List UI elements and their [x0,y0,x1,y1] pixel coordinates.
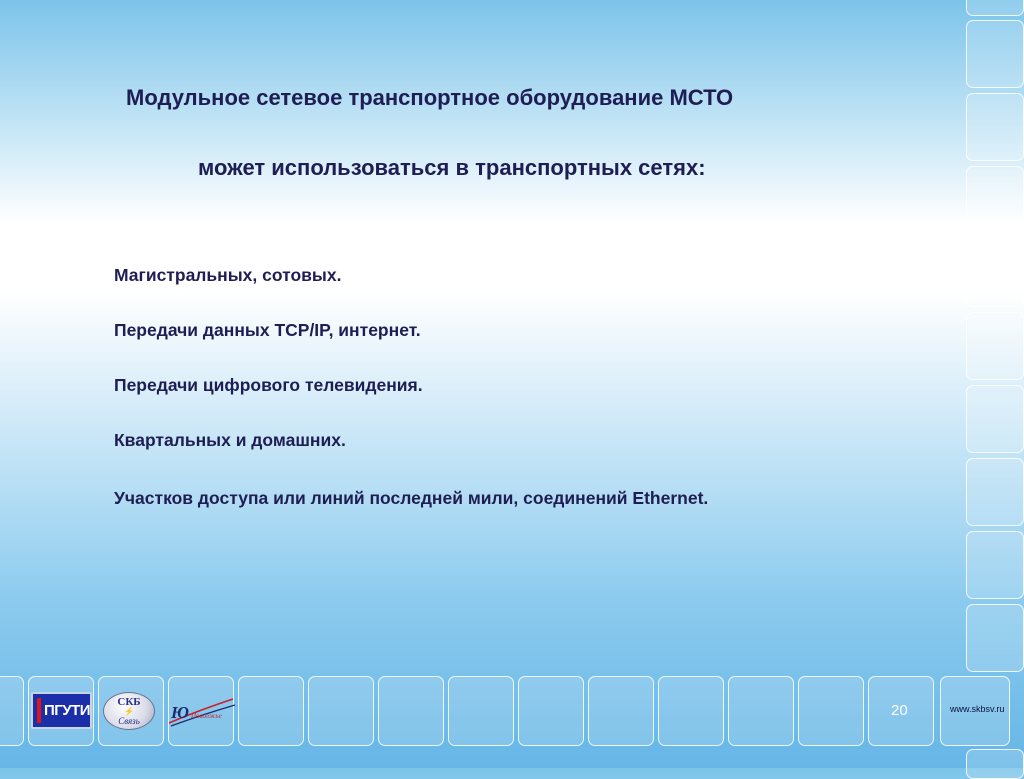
list-item: Передачи данных TCP/IP, интернет. [114,320,421,340]
skb-svyaz-logo [103,692,155,730]
skb-logo-top: СКБ [117,696,141,708]
right-tile-column [940,0,1024,768]
website-link[interactable]: www.skbsv.ru [950,704,1005,714]
yu-povolzhie-logo [167,693,237,731]
list-item: Квартальных и домашних. [114,430,346,450]
list-item: Участков доступа или линий последней мили, соединений Ethernet. [114,488,709,508]
page-number: 20 [891,702,908,719]
list-item: Передачи цифрового телевидения. [114,375,423,395]
psuti-logo-text: ПГУТИ [43,702,90,719]
slide-title-line-2: может использоваться в транспортных сетях: [198,155,706,180]
yu-logo-text: Поволжье [191,712,222,720]
skb-logo-bottom: Связь [118,716,140,726]
slide-title-line-1: Модульное сетевое транспортное оборудование МСТО [126,85,734,110]
list-item: Магистральных, сотовых. [114,265,342,285]
psuti-logo [31,692,92,729]
psuti-logo-mark [37,698,41,723]
yu-logo-initial: Ю [171,703,189,722]
lightning-icon: ⚡ [124,707,134,716]
